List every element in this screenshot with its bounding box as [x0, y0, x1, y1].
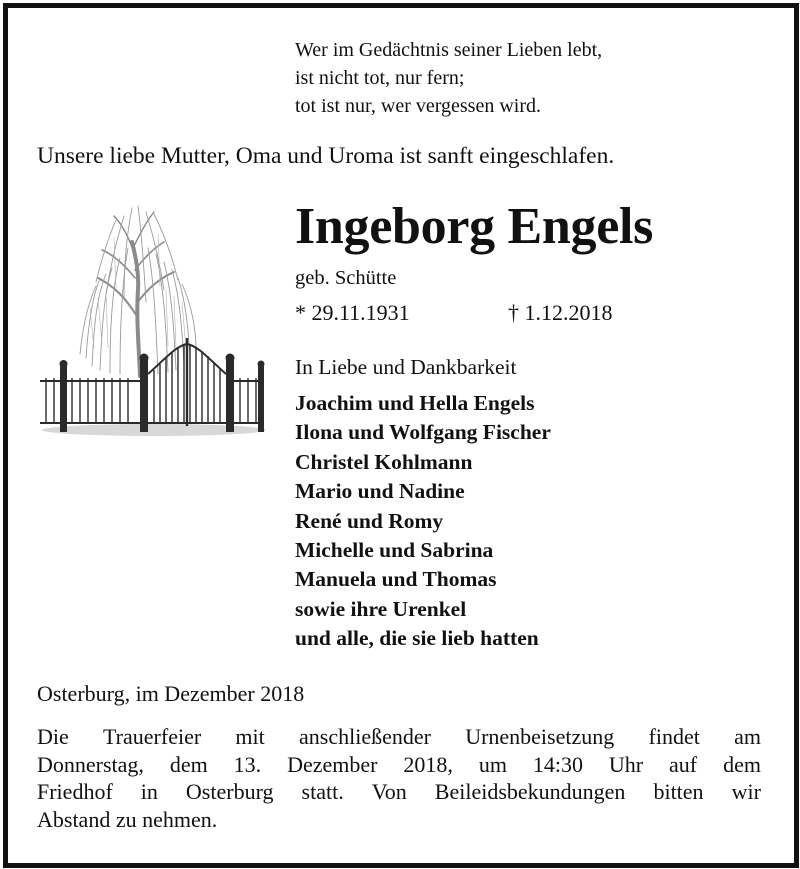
notice-word: in — [140, 779, 158, 804]
notice-word: Friedhof — [37, 779, 113, 804]
mourner-entry: Mario und Nadine — [295, 479, 465, 504]
notice-word: dem — [169, 751, 208, 777]
mourner-entry: Michelle und Sabrina — [295, 538, 494, 563]
deceased-name: Ingeborg Engels — [295, 198, 654, 255]
mourner-entry: Manuela und Thomas — [295, 567, 497, 592]
place-and-date: Osterburg, im Dezember 2018 — [37, 681, 305, 706]
poem-line: Wer im Gedächtnis seiner Lieben lebt, — [295, 39, 603, 61]
maiden-name: geb. Schütte — [295, 267, 397, 289]
notice-word: mit — [235, 724, 265, 749]
intro-sentence: Unsere liebe Mutter, Oma und Uroma ist sanft eingeschlafen. — [37, 143, 615, 169]
notice-word: bitten — [653, 779, 704, 804]
poem-line: tot ist nur, wer vergessen wird. — [295, 95, 542, 117]
cemetery-gate-icon — [40, 338, 266, 436]
willow-gate-illustration — [36, 198, 268, 443]
notice-word: Donnerstag, — [37, 751, 144, 777]
mourner-entry: Joachim und Hella Engels — [295, 391, 535, 415]
mourners-list — [295, 389, 551, 654]
notice-word: anschließender — [299, 724, 431, 749]
notice-word: statt. — [301, 779, 344, 804]
notice-line — [37, 751, 761, 779]
mourner-entry: Ilona und Wolfgang Fischer — [295, 420, 551, 445]
notice-line — [37, 806, 761, 834]
notice-word: dem — [723, 751, 761, 777]
notice-word: Urnenbeisetzung — [465, 724, 615, 749]
death-date: † 1.12.2018 — [508, 300, 613, 325]
notice-word: 13. — [233, 751, 262, 777]
notice-word: am — [734, 724, 761, 749]
birth-date: * 29.11.1931 — [295, 300, 410, 325]
notice-word: auf — [669, 751, 698, 777]
notice-word: Dezember — [287, 751, 378, 777]
notice-word: Trauerfeier — [103, 724, 202, 749]
mourner-entry: sowie ihre Urenkel — [295, 596, 467, 621]
notice-word: Von — [371, 779, 407, 804]
notice-line — [37, 778, 761, 806]
mourner-entry: René und Romy — [295, 508, 444, 533]
notice-word: Beileidsbekundungen — [434, 779, 626, 804]
notice-word: Die — [37, 724, 69, 749]
notice-word: Osterburg — [185, 779, 274, 804]
poem-line: ist nicht tot, nur fern; — [295, 67, 465, 89]
notice-line — [37, 723, 761, 751]
notice-word: 2018, — [403, 751, 453, 777]
mourner-entry: und alle, die sie lieb hatten — [295, 626, 539, 651]
notice-word: Uhr — [608, 751, 644, 777]
notice-word: findet — [648, 724, 700, 749]
notice-word: 14:30 — [532, 751, 583, 777]
memorial-poem — [295, 36, 602, 120]
notice-word: um — [478, 751, 507, 777]
mourners-intro: In Liebe und Dankbarkeit — [295, 355, 517, 379]
notice-word: Abstand zu nehmen. — [37, 806, 218, 832]
notice-word: wir — [731, 779, 761, 804]
mourner-entry: Christel Kohlmann — [295, 449, 473, 474]
funeral-notice — [37, 723, 761, 833]
